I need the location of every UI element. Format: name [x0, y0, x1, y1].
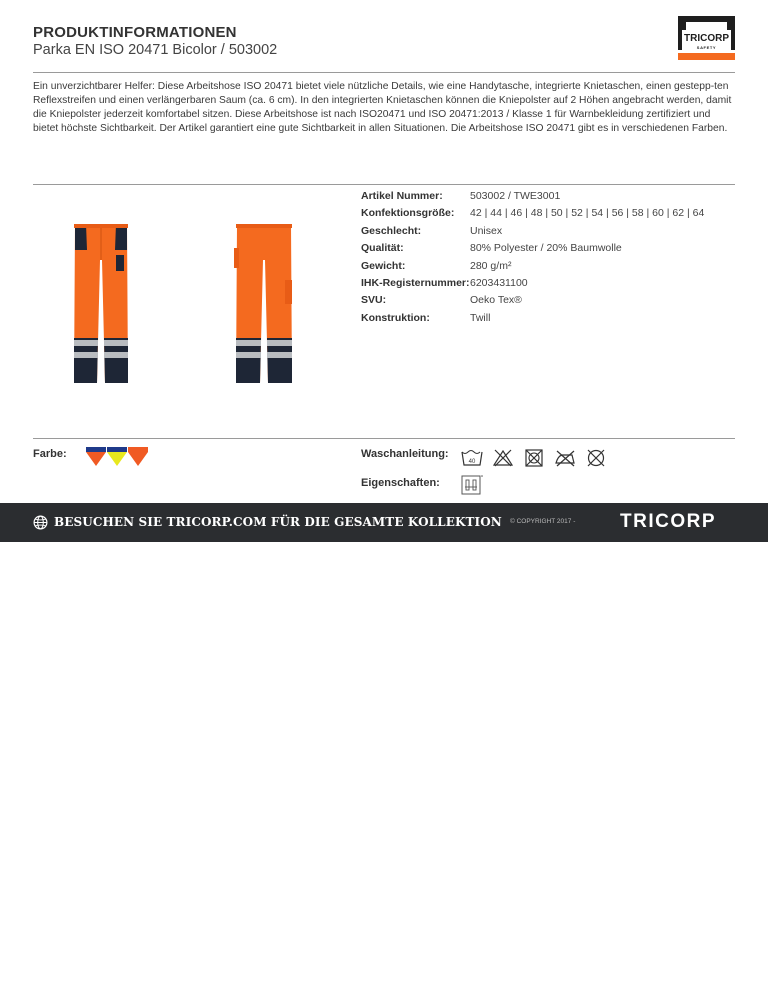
spec-label: Qualität: — [361, 242, 404, 255]
wash-40-icon — [461, 448, 483, 468]
divider — [33, 184, 735, 185]
hi-vis-certification-icon — [461, 474, 483, 496]
spec-label: Geschlecht: — [361, 224, 422, 237]
spec-label: Konstruktion: — [361, 311, 430, 324]
properties-label: Eigenschaften: — [361, 477, 440, 489]
divider — [33, 72, 735, 73]
spec-label: Gewicht: — [361, 259, 406, 272]
pants-back-image — [233, 220, 295, 385]
spec-row — [361, 190, 741, 207]
page-subtitle: Parka EN ISO 20471 Bicolor / 503002 — [33, 42, 278, 58]
spec-value: Unisex — [470, 224, 503, 237]
spec-table — [361, 190, 741, 329]
spec-row — [361, 277, 741, 294]
color-swatch-orange[interactable] — [128, 447, 148, 467]
spec-row — [361, 260, 741, 277]
spec-row — [361, 225, 741, 242]
spec-label: Artikel Nummer: — [361, 190, 443, 202]
spec-value: 42 | 44 | 46 | 48 | 50 | 52 | 54 | 56 | 58 | 60 | 62 | 64 — [470, 207, 705, 220]
no-iron-icon — [554, 448, 576, 468]
no-bleach-icon — [492, 448, 514, 468]
no-dry-clean-icon — [585, 448, 607, 468]
product-description: Ein unverzichtbarer Helfer: Diese Arbeitshose ISO 20471 bietet viele nützliche Details, wie eine Handytasche, integrierte Knietaschen, einen gestepp-ten Reflexstreifen und einen verlängerbaren Saum (ca. 6 cm). In den integrierten Knietaschen können die Kniepolster auf 2 Höhen angebracht werden, damit die Kniepolster jederzeit komfortabel sitzen. Diese Arbeitshose ist nach ISO20471 und ISO 20471:2013 / Klasse 1 für Warnbekleidung zertifiziert und bietet höchste Sichtbarkeit. Der Artikel garantiert eine gute Sichtbarkeit in allen Situationen. Die Arbeitshose ISO 20471 gibt es in verschiedenen Farben. — [33, 81, 732, 134]
color-label: Farbe: — [33, 448, 67, 460]
logo-tagline: SAFETY — [696, 45, 717, 50]
globe-icon — [33, 515, 48, 530]
logo-brand: TRICORP — [684, 33, 729, 44]
pants-front-image — [71, 220, 131, 385]
color-swatch-navy-yellow[interactable] — [107, 447, 127, 467]
spec-value: Oeko Tex® — [470, 294, 522, 307]
spec-value: 80% Polyester / 20% Baumwolle — [470, 242, 622, 255]
spec-row — [361, 294, 741, 311]
page-title: PRODUKTINFORMATIONEN — [33, 24, 237, 41]
spec-row — [361, 207, 741, 224]
spec-label: Konfektionsgröße: — [361, 207, 455, 220]
color-swatch-navy-orange[interactable] — [86, 447, 106, 467]
spec-value: Twill — [470, 311, 491, 324]
spec-row — [361, 242, 741, 259]
copyright-text: © COPYRIGHT 2017 - — [510, 518, 576, 525]
spec-value: 503002 / TWE3001 — [470, 190, 561, 202]
spec-label: IHK-Registernummer: — [361, 276, 470, 289]
spec-label: SVU: — [361, 294, 387, 307]
wash-temp: 40 — [468, 459, 476, 465]
footer-brand-logo: TRICORP — [620, 511, 716, 532]
footer-banner — [0, 503, 768, 542]
footer-website-link[interactable]: BESUCHEN SIE TRICORP.COM FÜR DIE GESAMTE KOLLEKTION — [54, 515, 502, 529]
spec-value: 280 g/m² — [470, 259, 512, 272]
care-label: Waschanleitung: — [361, 448, 449, 460]
spec-value: 6203431100 — [470, 276, 528, 289]
product-images — [33, 200, 353, 400]
no-tumble-dry-icon — [523, 448, 545, 468]
tricorp-logo — [678, 16, 735, 60]
divider — [33, 438, 735, 439]
spec-row — [361, 312, 741, 329]
